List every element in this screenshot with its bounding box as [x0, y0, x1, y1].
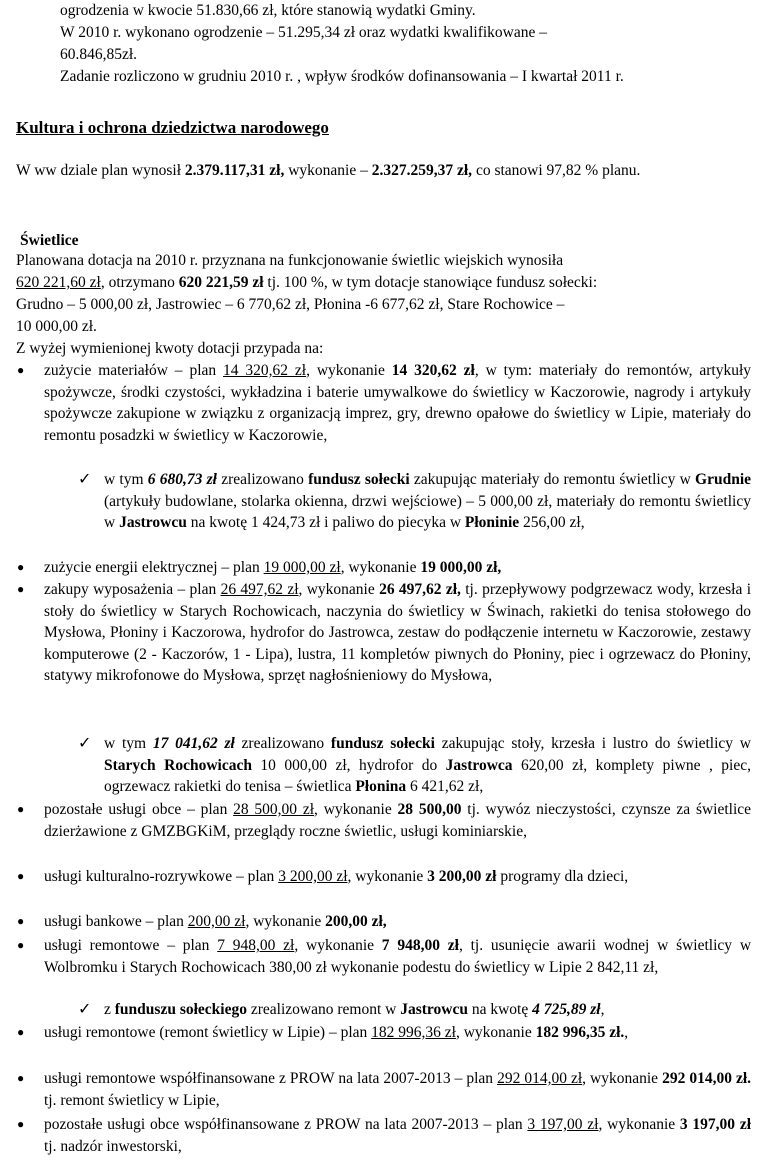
bullet-icon: ●	[17, 1025, 25, 1039]
paragraph: 10 000,00 zł.	[16, 318, 97, 335]
sub-list-item: w tym 6 680,73 zł zrealizowano fundusz sołecki zakupując materiały do remontu świetlicy w Grudnie (artykuły budowlane, stolarka okienna, drzwi wejściowe) – 5 000,00 zł, materiały do remontu świetlicy w Jastrowcu na kwotę 1 424,73 zł i paliwo do piecyka w Płoninie 256,00 zł,	[104, 471, 752, 531]
sub-list-item: w tym 17 041,62 zł zrealizowano fundusz sołecki zakupując stoły, krzesła i lustro do świetlicy w Starych Rochowicach 10 000,00 zł, hydrofor do Jastrowca 620,00 zł, komplety piwne , piec, ogrzewacz rakietki do tenisa – świetlica Płonina 6 421,62 zł,	[104, 735, 751, 795]
subsection-title: Świetlice	[20, 232, 79, 249]
paragraph: 60.846,85zł.	[60, 46, 138, 63]
section-heading: Kultura i ochrona dziedzictwa narodowego	[16, 118, 329, 137]
list-item: zużycie materiałów – plan 14 320,62 zł, wykonanie 14 320,62 zł, w tym: materiały do remontów, artykuły spożywcze, środki czystości, wykładzina i baterie umywalkowe do świetlicy w Kaczorowie, nagrody i artykuły spożywcze zakupione w związku z organizacją imprez, gry, drewno opałowe do świetlicy w Lipie, materiały do remontu posadzki w świetlicy w Kaczorowie,	[44, 362, 752, 444]
list-item: usługi remontowe – plan 7 948,00 zł, wykonanie 7 948,00 zł, tj. usunięcie awarii wodnej w świetlicy w Wolbromku i Starych Rochowicach 380,00 zł wykonanie podestu do świetlicy w Lipie 2 842,11 zł,	[44, 937, 752, 976]
bullet-icon: ●	[17, 1071, 25, 1085]
paragraph: Grudno – 5 000,00 zł, Jastrowiec – 6 770,62 zł, Płonina -6 677,62 zł, Stare Rochowice –	[16, 296, 565, 313]
list-item: usługi bankowe – plan 200,00 zł, wykonanie 200,00 zł,	[44, 913, 387, 930]
paragraph: Zadanie rozliczono w grudniu 2010 r. , wpływ środków dofinansowania – I kwartał 2011 r.	[60, 68, 624, 85]
paragraph: 620 221,60 zł, otrzymano 620 221,59 zł tj. 100 %, w tym dotacje stanowiące fundusz sołecki:	[16, 274, 598, 291]
bullet-icon: ●	[17, 582, 25, 596]
list-item: usługi remontowe współfinansowane z PROW na lata 2007-2013 – plan 292 014,00 zł, wykonanie 292 014,00 zł. tj. remont świetlicy w Lipie,	[44, 1070, 752, 1109]
list-item: pozostałe usługi obce współfinansowane z PROW na lata 2007-2013 – plan 3 197,00 zł, wykonanie 3 197,00 zł tj. nadzór inwestorski,	[44, 1116, 752, 1155]
list-item: pozostałe usługi obce – plan 28 500,00 zł, wykonanie 28 500,00 tj. wywóz nieczystości, czynsze za świetlice dzierżawione z GMZBGKiM, przeglądy roczne świetlic, usługi kominiarskie,	[44, 801, 752, 840]
paragraph: Planowana dotacja na 2010 r. przyznana na funkcjonowanie świetlic wiejskich wynosiła	[16, 252, 564, 269]
list-item: zakupy wyposażenia – plan 26 497,62 zł, wykonanie 26 497,62 zł, tj. przepływowy podgrzewacz wody, krzesła i stoły do świetlicy w Starych Rochowicach, naczynia do świetlicy w Świnach, rakietki do tenisa stołowego do Mysłowa, Płoniny i Kaczorowa, hydrofor do Jastrowca, zestaw do podłączenie internetu w Kaczorowie, zestawy komputerowe (2 - Kaczorów, 1 - Lipa), lustra, 11 kompletów piwnych do Płoniny, piec i ogrzewacz do Płoniny, statywy mikrofonowe do Mysłowa, sprzęt nagłośnieniowy do Mysłowa,	[44, 581, 751, 684]
intro-paragraph: W ww dziale plan wynosił 2.379.117,31 zł, wykonanie – 2.327.259,37 zł, co stanowi 97,82 % planu.	[16, 162, 641, 179]
list-item: usługi kulturalno-rozrywkowe – plan 3 200,00 zł, wykonanie 3 200,00 zł programy dla dzieci,	[44, 868, 629, 885]
paragraph: Z wyżej wymienionej kwoty dotacji przypada na:	[16, 340, 324, 357]
bullet-icon: ●	[17, 802, 25, 816]
bullet-icon: ●	[17, 938, 25, 952]
checkmark-icon: ✓	[78, 1001, 92, 1018]
list-item: zużycie energii elektrycznej – plan 19 000,00 zł, wykonanie 19 000,00 zł,	[44, 559, 502, 576]
paragraph: ogrodzenia w kwocie 51.830,66 zł, które stanowią wydatki Gminy.	[60, 2, 476, 19]
checkmark-icon: ✓	[78, 735, 92, 752]
list-item: usługi remontowe (remont świetlicy w Lipie) – plan 182 996,36 zł, wykonanie 182 996,35 zł.,	[44, 1024, 629, 1041]
bullet-icon: ●	[17, 869, 25, 883]
bullet-icon: ●	[17, 560, 25, 574]
paragraph: W 2010 r. wykonano ogrodzenie – 51.295,34 zł oraz wydatki kwalifikowane –	[60, 24, 547, 41]
bullet-icon: ●	[17, 1117, 25, 1131]
bullet-icon: ●	[17, 363, 25, 377]
checkmark-icon: ✓	[78, 471, 92, 488]
sub-list-item: z funduszu sołeckiego zrealizowano remont w Jastrowcu na kwotę 4 725,89 zł,	[104, 1001, 605, 1018]
bullet-icon: ●	[17, 914, 25, 928]
